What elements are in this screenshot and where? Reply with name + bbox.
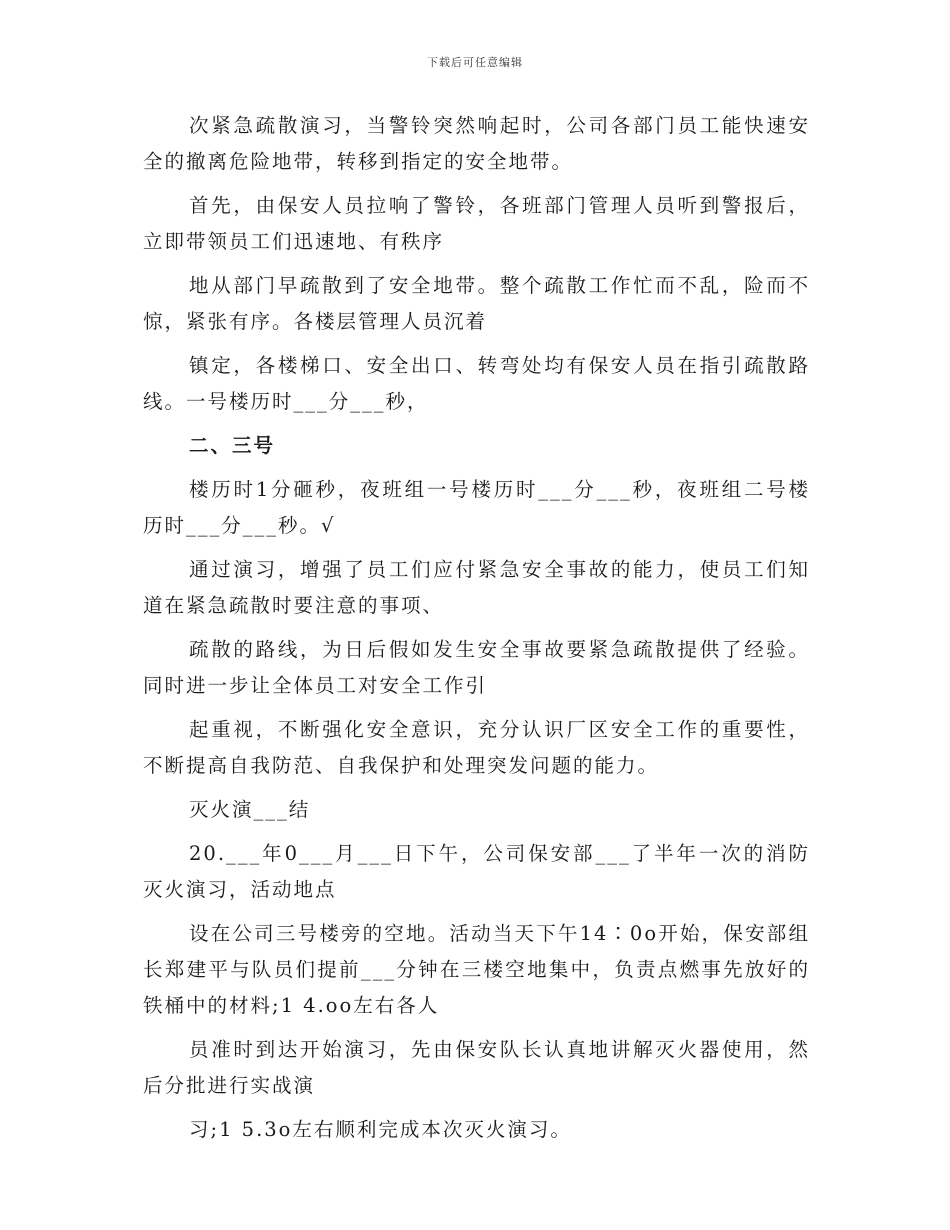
paragraph: 设在公司三号楼旁的空地。活动当天下午14∶0o开始，保安部组长郑建平与队员们提前___分钟在三楼空地集中，负责点燃事先放好的铁桶中的材料;1 4.oo左右各人 (143, 922, 810, 1017)
page-header: 下载后可任意编辑 (427, 56, 523, 69)
paragraph: 次紧急疏散演习，当警铃突然响起时，公司各部门员工能快速安全的撤离危险地带，转移到指定的安全地带。 (143, 114, 810, 173)
paragraph: 20.___年0___月___日下午，公司保安部___了半年一次的消防灭火演习，活动地点 (143, 842, 810, 901)
paragraph: 起重视，不断强化安全意识，充分认识厂区安全工作的重要性，不断提高自我防范、自我保护和处理突发问题的能力。 (143, 718, 810, 777)
paragraph: 疏散的路线，为日后假如发生安全事故要紧急疏散提供了经验。同时进一步让全体员工对安全工作引 (143, 638, 810, 697)
paragraph: 镇定，各楼梯口、安全出口、转弯处均有保安人员在指引疏散路线。一号楼历时___分___秒， (143, 354, 810, 413)
document-body (143, 108, 810, 1156)
paragraph: 楼历时1分砸秒，夜班组一号楼历时___分___秒，夜班组二号楼历时___分___秒。√ (143, 478, 810, 537)
subsection-title: 灭火演___结 (189, 798, 311, 821)
paragraph: 首先，由保安人员拉响了警铃，各班部门管理人员听到警报后，立即带领员工们迅速地、有秩序 (143, 194, 810, 253)
paragraph: 地从部门早疏散到了安全地带。整个疏散工作忙而不乱，险而不惊，紧张有序。各楼层管理人员沉着 (143, 274, 810, 333)
section-heading: 二、三号 (189, 434, 276, 457)
paragraph: 习;1 5.3o左右顺利完成本次灭火演习。 (189, 1118, 572, 1141)
paragraph: 通过演习，增强了员工们应付紧急安全事故的能力，使员工们知道在紧急疏散时要注意的事项、 (143, 558, 810, 617)
paragraph: 员准时到达开始演习，先由保安队长认真地讲解灭火器使用，然后分批进行实战演 (143, 1038, 810, 1097)
